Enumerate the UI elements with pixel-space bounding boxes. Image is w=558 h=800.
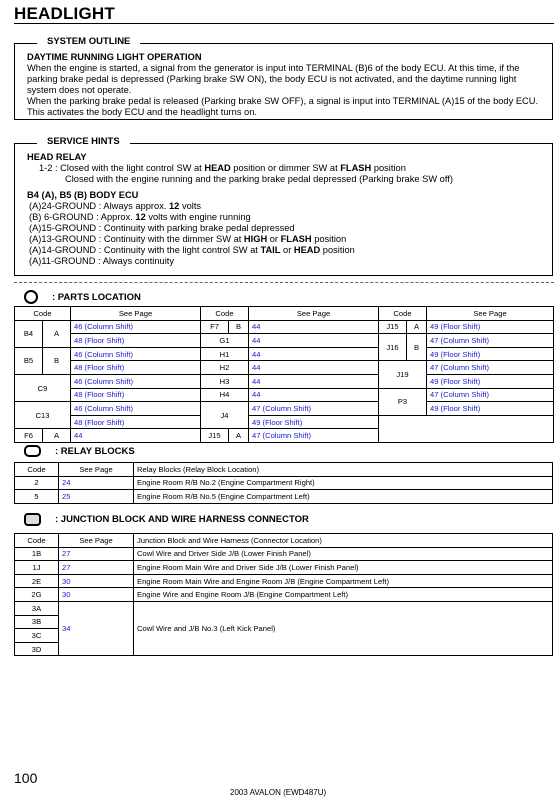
part-code: C13 (15, 402, 71, 429)
block-code: 2 (15, 476, 59, 490)
table-row (15, 547, 553, 561)
page-link[interactable]: 49 (Floor Shift) (427, 320, 554, 334)
part-code: G1 (201, 334, 249, 348)
table-row (15, 574, 553, 588)
col-see-page: See Page (59, 463, 134, 477)
table-row (15, 361, 554, 375)
col-code: Code (15, 463, 59, 477)
parts-location-circle-icon (24, 290, 38, 304)
page-link[interactable]: 47 (Column Shift) (427, 388, 554, 402)
page-link[interactable]: 44 (71, 429, 201, 443)
block-description: Engine Room R/B No.5 (Engine Compartment Left) (134, 490, 553, 504)
col-code: Code (15, 534, 59, 548)
table-row (15, 476, 553, 490)
ecu-line-6: (A)11-GROUND : Always continuity (29, 256, 175, 266)
jb-code: 3D (15, 642, 59, 656)
col-description: Junction Block and Wire Harness (Connector Location) (134, 534, 553, 548)
system-outline-box (14, 36, 553, 120)
jb-code: 1J (15, 561, 59, 575)
head-relay-line-1: 1-2 : Closed with the light control SW at HEAD position or dimmer SW at FLASH position (39, 163, 406, 173)
table-header-row (15, 534, 553, 548)
page-link[interactable]: 44 (249, 334, 379, 348)
part-code: F7 (201, 320, 229, 334)
part-code: B5 (15, 347, 43, 374)
ecu-line-1: (A)24-GROUND : Always approx. 12 volts (29, 201, 202, 211)
col-code: Code (15, 307, 71, 321)
part-sub: B (229, 320, 249, 334)
page-link[interactable]: 30 (59, 574, 134, 588)
drl-heading: DAYTIME RUNNING LIGHT OPERATION (27, 52, 202, 62)
part-sub: A (229, 429, 249, 443)
ecu-line-5: (A)14-GROUND : Continuity with the light control SW at TAIL or HEAD position (29, 245, 355, 255)
part-code: H2 (201, 361, 249, 375)
jb-code: 2G (15, 588, 59, 602)
page-link[interactable]: 44 (249, 388, 379, 402)
page-link[interactable]: 46 (Column Shift) (71, 374, 201, 388)
relay-block-icon (24, 445, 41, 457)
part-code: H4 (201, 388, 249, 402)
table-header-row (15, 463, 553, 477)
page-link[interactable]: 46 (Column Shift) (71, 402, 201, 416)
col-see-page: See Page (59, 534, 134, 548)
drl-paragraph-2: When the parking brake pedal is released (Parking brake SW OFF), a signal is input into TERMINAL (A)15 of the body ECU. This activates the body ECU and the headlight turns on. (27, 96, 539, 117)
page-link[interactable]: 47 (Column Shift) (249, 429, 379, 443)
part-code: J4 (201, 402, 249, 429)
col-code: Code (201, 307, 249, 321)
page-link[interactable]: 25 (59, 490, 134, 504)
page-link[interactable]: 49 (Floor Shift) (427, 374, 554, 388)
page-title: HEADLIGHT (14, 4, 115, 23)
jb-code: 2E (15, 574, 59, 588)
ecu-line-4: (A)13-GROUND : Continuity with the dimmer SW at HIGH or FLASH position (29, 234, 347, 244)
page-link[interactable]: 34 (59, 601, 134, 655)
page-link[interactable]: 49 (Floor Shift) (249, 415, 379, 429)
col-code: Code (379, 307, 427, 321)
block-description: Engine Room R/B No.2 (Engine Compartment Right) (134, 476, 553, 490)
page-link[interactable]: 44 (249, 374, 379, 388)
part-code: J19 (379, 361, 427, 388)
part-sub: B (407, 334, 427, 361)
table-row (15, 402, 554, 416)
block-code: 5 (15, 490, 59, 504)
jb-code: 3C (15, 629, 59, 643)
junction-block-icon (24, 513, 41, 526)
relay-blocks-table (14, 462, 553, 504)
col-description: Relay Blocks (Relay Block Location) (134, 463, 553, 477)
page-link[interactable]: 24 (59, 476, 134, 490)
col-see-page: See Page (427, 307, 554, 321)
junction-blocks-title: : JUNCTION BLOCK AND WIRE HARNESS CONNECTOR (55, 514, 309, 525)
part-sub: A (43, 320, 71, 347)
part-sub: A (43, 429, 71, 443)
empty-cell (379, 415, 554, 442)
jb-description: Engine Room Main Wire and Engine Room J/B (Engine Compartment Left) (134, 574, 553, 588)
relay-blocks-header (24, 445, 135, 457)
title-rule (14, 23, 554, 24)
table-row (15, 601, 553, 615)
body-ecu-heading: B4 (A), B5 (B) BODY ECU (27, 190, 139, 200)
page-link[interactable]: 44 (249, 320, 379, 334)
part-code: P3 (379, 388, 427, 415)
parts-location-header (24, 290, 141, 304)
col-see-page: See Page (71, 307, 201, 321)
table-row (15, 334, 554, 348)
page-link[interactable]: 48 (Floor Shift) (71, 388, 201, 402)
page-link[interactable]: 47 (Column Shift) (427, 361, 554, 375)
table-row (15, 347, 554, 361)
page-link[interactable]: 49 (Floor Shift) (427, 402, 554, 416)
part-code: J15 (201, 429, 229, 443)
service-hints-box (14, 136, 553, 276)
table-header-row (15, 307, 554, 321)
page-link[interactable]: 30 (59, 588, 134, 602)
part-code: F6 (15, 429, 43, 443)
page-link[interactable]: 46 (Column Shift) (71, 347, 201, 361)
drl-paragraph-1: When the engine is started, a signal from the generator is input into TERMINAL (B)6 of the body ECU. At this time, if the parking brake pedal is depressed (Parking brake SW ON), the body ECU is not activated, and the daytime running light system does not operate. (27, 63, 520, 95)
page-link[interactable]: 48 (Floor Shift) (71, 415, 201, 429)
jb-code: 1B (15, 547, 59, 561)
table-row (15, 320, 554, 334)
page-link[interactable]: 47 (Column Shift) (427, 334, 554, 348)
part-code: J16 (379, 334, 407, 361)
table-row (15, 561, 553, 575)
parts-location-table (14, 306, 554, 443)
table-row (15, 588, 553, 602)
page-link[interactable]: 27 (59, 547, 134, 561)
jb-code: 3A (15, 601, 59, 615)
page-link[interactable]: 49 (Floor Shift) (427, 347, 554, 361)
divider-line (14, 282, 554, 283)
parts-location-title: : PARTS LOCATION (52, 291, 141, 303)
page-link[interactable]: 27 (59, 561, 134, 575)
jb-description: Cowl Wire and J/B No.3 (Left Kick Panel) (134, 601, 553, 655)
jb-description: Engine Wire and Engine Room J/B (Engine Compartment Left) (134, 588, 553, 602)
part-code: C9 (15, 374, 71, 401)
relay-blocks-title: : RELAY BLOCKS (55, 445, 135, 457)
ecu-line-3: (A)15-GROUND : Continuity with parking brake pedal depressed (29, 223, 295, 233)
jb-description: Cowl Wire and Driver Side J/B (Lower Finish Panel) (134, 547, 553, 561)
page-link[interactable]: 47 (Column Shift) (249, 402, 379, 416)
page-link[interactable]: 44 (249, 361, 379, 375)
system-outline-label: SYSTEM OUTLINE (37, 36, 140, 47)
part-sub: A (407, 320, 427, 334)
jb-code: 3B (15, 615, 59, 629)
junction-blocks-table (14, 533, 553, 656)
ecu-line-2: (B) 6-GROUND : Approx. 12 volts with engine running (29, 212, 251, 222)
jb-description: Engine Room Main Wire and Driver Side J/B (Lower Finish Panel) (134, 561, 553, 575)
page-link[interactable]: 48 (Floor Shift) (71, 334, 201, 348)
page-link[interactable]: 46 (Column Shift) (71, 320, 201, 334)
part-code: H1 (201, 347, 249, 361)
footer-text: 2003 AVALON (EWD487U) (230, 788, 327, 797)
head-relay-line-2: Closed with the engine running and the parking brake pedal depressed (Parking brake SW off) (65, 174, 453, 184)
page-link[interactable]: 44 (249, 347, 379, 361)
page-number: 100 (14, 770, 38, 786)
head-relay-heading: HEAD RELAY (27, 152, 87, 162)
table-row (15, 388, 554, 402)
part-sub: B (43, 347, 71, 374)
table-row (15, 415, 554, 429)
part-code: B4 (15, 320, 43, 347)
col-see-page: See Page (249, 307, 379, 321)
table-row (15, 374, 554, 388)
page-link[interactable]: 48 (Floor Shift) (71, 361, 201, 375)
table-row (15, 490, 553, 504)
part-code: H3 (201, 374, 249, 388)
service-hints-label: SERVICE HINTS (37, 136, 130, 147)
part-code: J15 (379, 320, 407, 334)
junction-blocks-header (24, 513, 309, 526)
